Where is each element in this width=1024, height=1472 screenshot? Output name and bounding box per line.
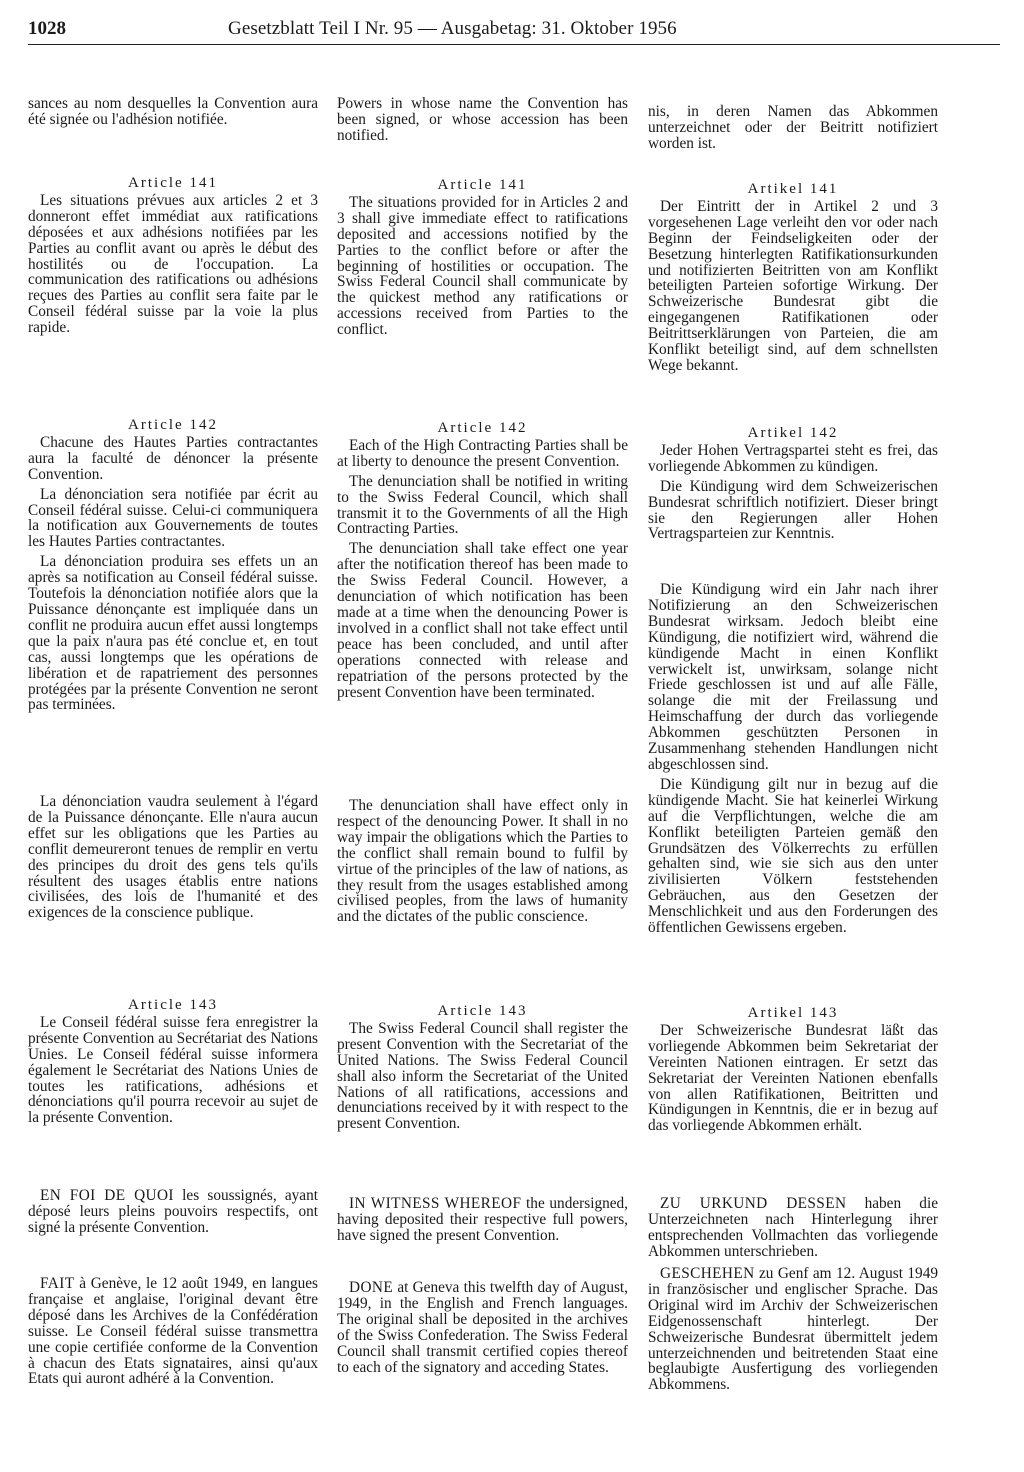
intro-text (337, 96, 628, 148)
done-paragraph (28, 1276, 318, 1387)
article-heading: Article 142 (128, 417, 218, 433)
witness-caps: EN FOI DE QUOI (40, 1187, 174, 1204)
article-143 (648, 1006, 938, 1138)
done-caps: FAIT (40, 1275, 75, 1292)
article-143 (337, 1004, 628, 1136)
witness-caps: ZU URKUND DESSEN (660, 1195, 847, 1212)
done-paragraph (337, 1280, 628, 1375)
done-text: à Genève, le 12 août 1949, en langues française et anglaise, l'original devant être déposé dans les Archives de la Confédération suisse. Le Conseil fédéral suisse transmettra une copie certifiée conforme de la Convention à chacun des Etats signataires, ainsi qu'aux Etats qui auront adhéré à la Convention. (28, 1275, 318, 1388)
article-heading: Artikel 142 (747, 425, 839, 441)
witness-paragraph (28, 1188, 318, 1236)
article-paragraph: La dénonciation vaudra seulement à l'égard de la Puissance dénonçante. Elle n'aura aucun effet sur les obligations que les Parties au conflit demeureront tenues de remplir en vertu des principes du droit des gens tels qu'ils résultent des usages établis entre nations civilisées, des lois de l'humanité et des exigences de la conscience publique. (28, 793, 318, 922)
article-heading: Artikel 143 (747, 1005, 839, 1021)
intro-paragraph: sances au nom desquelles la Convention aura été signée ou l'adhésion notifiée. (28, 95, 318, 128)
done-clause (648, 1266, 938, 1397)
article-paragraph: Die Kündigung wird dem Schweizerischen Bundesrat schriftlich notifiziert. Dieser bringt sie den Regierungen aller Hohen Vertragsparteien zur Kenntnis. (648, 477, 938, 543)
witness-paragraph (337, 1196, 628, 1244)
article-paragraph: Der Eintritt der in Artikel 2 und 3 vorgesehenen Lage verleiht den vor oder nach Beginn der Feindseligkeiten oder der Besetzung hinterlegten Ratifikationsurkunden und notifizierten Beitritten von am Konflikt beteiligten Parteien sofortige Wirkung. Der Schweizerische Bundesrat gibt die eingegangenen Ratifikationen oder Beitrittserklärungen von Parteien, die am Konflikt beteiligt sind, auf dem schnellsten Wege bekannt. (648, 197, 938, 374)
article-141 (337, 178, 628, 342)
article-heading: Article 141 (128, 175, 218, 191)
article-paragraph: Each of the High Contracting Parties shall be at liberty to denounce the present Convention. (337, 436, 628, 470)
done-clause (28, 1276, 318, 1391)
article-paragraph: The situations provided for in Articles 2 and 3 shall give immediate effect to ratifications deposited and accessions notified by the Parties to the conflict before or after the beginning of hostilities or occupation. The Swiss Federal Council shall communicate by the quickest method any ratifications or accessions received from Parties to the conflict. (337, 193, 628, 339)
article-paragraph: The denunciation shall take effect one year after the notification thereof has been made to the Swiss Federal Council. However, a denunciation of which notification has been made at a time when the denouncing Power is involved in a conflict shall not take effect until peace has been concluded, and until after operations connected with release and repatriation of the persons protected by the present Convention have been terminated. (337, 540, 628, 701)
article-paragraph: Der Schweizerische Bundesrat läßt das vorliegende Abkommen beim Sekretariat der Vereinten Nationen eintragen. Er setzt das Sekretariat der Vereinten Nationen ebenfalls von allen Ratifikationen, Beitritten und Kündigungen in Kenntnis, die er in bezug auf das vorliegende Abkommen erhält. (648, 1021, 938, 1135)
done-clause (337, 1280, 628, 1379)
article-heading: Article 143 (128, 997, 218, 1013)
witness-clause (648, 1196, 938, 1264)
page-number: 1028 (28, 18, 66, 39)
article-heading: Artikel 141 (747, 181, 839, 197)
article-paragraph: La dénonciation produira ses effets un an après sa notification au Conseil fédéral suisse. Toutefois la dénonciation notifiée alors que la Puissance dénonçante est impliquée dans un conflit ne produira aucun effet aussi longtemps que la paix n'aura pas été conclue et, en tout cas, aussi longtemps que les opérations de libération et de rapatriement des personnes protégées par la présente Convention ne seront pas terminées. (28, 553, 318, 714)
article-141 (28, 176, 318, 340)
article-paragraph: Chacune des Hautes Parties contractantes aura la faculté de dénoncer la présente Convention. (28, 433, 318, 483)
article-paragraph: Le Conseil fédéral suisse fera enregistrer la présente Convention au Secrétariat des Nations Unies. Le Conseil fédéral suisse informera également le Secrétariat des Nations Unies de toutes les ratifications, adhésions et dénonciations qu'il pourra recevoir au sujet de la présente Convention. (28, 1013, 318, 1127)
done-caps: DONE (349, 1279, 394, 1296)
article-paragraph: Les situations prévues aux articles 2 et 3 donneront effet immédiat aux ratifications déposées et aux adhésions notifiées par les Parties au conflit avant ou après le début des hostilités ou de l'occupation. La communication des ratifications ou adhésions reçues des Parties au conflit sera faite par le Conseil fédéral suisse par la voie la plus rapide. (28, 191, 318, 337)
article-paragraph: Die Kündigung wird ein Jahr nach ihrer Notifizierung an den Schweizerischen Bundesrat wirksam. Jedoch bleibt eine Kündigung, die notifiziert wird, während die kündigende Macht in einen Konflikt verwickelt ist, unwirksam, solange nicht Friede geschlossen ist und auf alle Fälle, solange die mit der Freilassung und Heimschaffung der durch das vorliegende Abkommen geschützten Personen in Zusammenhang stehenden Handlungen nicht abgeschlossen sind. (648, 581, 938, 773)
article-paragraph: Jeder Hohen Vertragspartei steht es frei, das vorliegende Abkommen zu kündigen. (648, 441, 938, 475)
witness-text: the undersigned, having deposited their respective full powers, have signed the present Convention. (337, 1195, 629, 1244)
article-143 (28, 998, 318, 1130)
article-paragraph: La dénonciation sera notifiée par écrit au Conseil fédéral suisse. Celui-ci communiquera la notification aux Gouvernements de toutes les Hautes Parties contractantes. (28, 485, 318, 551)
article-paragraph: The denunciation shall be notified in writing to the Swiss Federal Council, which shall transmit it to the Governments of all the High Contracting Parties. (337, 472, 628, 538)
done-text: zu Genf am 12. August 1949 in französischer und englischer Sprache. Das Original wird im Archiv der Schweizerischen Eidgenossenschaft hinterlegt. Der Schweizerische Bundesrat übermittelt jedem unterzeichnenden und beitretenden Staat eine beglaubigte Ausfertigung des vorliegenden Abkommens. (648, 1265, 938, 1394)
article-142 (648, 426, 938, 546)
article-heading: Article 143 (437, 1003, 528, 1019)
article-142-continued (648, 582, 938, 940)
witness-paragraph (648, 1196, 938, 1260)
article-142-continued (28, 794, 318, 925)
page-header (28, 18, 1000, 45)
article-paragraph: The denunciation shall have effect only in respect of the denouncing Power. It shall in no way impair the obligations which the Parties to the conflict shall remain bound to fulfil by virtue of the principles of the law of nations, as they result from the usages established among civilised peoples, from the laws of humanity and the dictates of the public conscience. (337, 797, 628, 926)
article-142-continued (337, 798, 628, 929)
article-141 (648, 182, 938, 378)
article-142 (337, 421, 628, 704)
article-142 (28, 418, 318, 717)
article-paragraph: The Swiss Federal Council shall register the present Convention with the Secretariat of the United Nations. The Swiss Federal Council shall also inform the Secretariat of the United Nations of all ratifications, accessions and denunciations received by it with respect to the present Convention. (337, 1019, 628, 1133)
witness-clause (337, 1196, 628, 1248)
witness-clause (28, 1188, 318, 1240)
witness-text: les soussignés, ayant déposé leurs pleins pouvoirs respectifs, ont signé la présente Convention. (28, 1187, 318, 1236)
gazette-title: Gesetzblatt Teil I Nr. 95 — Ausgabetag: 31. Oktober 1956 (228, 18, 677, 39)
article-heading: Article 141 (437, 177, 528, 193)
article-paragraph: Die Kündigung gilt nur in bezug auf die kündigende Macht. Sie hat keinerlei Wirkung auf die Verpflichtungen, welche die am Konflikt beteiligten Parteien gemäß den Grundsätzen des Völkerrechts zu erfüllen gehalten sind, wie sie sich aus den unter zivilisierten Völkern feststehenden Gebräuchen, aus den Gesetzen der Menschlichkeit und aus den Forderungen des öffentlichen Gewissens ergeben. (648, 775, 938, 937)
done-text: at Geneva this twelfth day of August, 1949, in the English and French languages. The original shall be deposited in the archives of the Swiss Confederation. The Swiss Federal Council shall transmit certified copies thereof to each of the signatory and acceding States. (337, 1279, 628, 1376)
witness-text: haben die Unterzeichneten nach Hinterlegung ihrer entsprechenden Vollmachten das vorliegende Abkommen unterschrieben. (648, 1195, 938, 1260)
article-heading: Article 142 (437, 420, 528, 436)
done-caps: GESCHEHEN (660, 1265, 755, 1282)
witness-caps: IN WITNESS WHEREOF (349, 1195, 522, 1212)
intro-text (648, 104, 938, 156)
intro-paragraph: Powers in whose name the Convention has been signed, or whose accession has been notified. (337, 95, 628, 144)
intro-text (28, 96, 318, 132)
done-paragraph (648, 1266, 938, 1393)
intro-paragraph: nis, in deren Namen das Abkommen unterzeichnet oder der Beitritt notifiziert worden ist. (648, 103, 938, 152)
